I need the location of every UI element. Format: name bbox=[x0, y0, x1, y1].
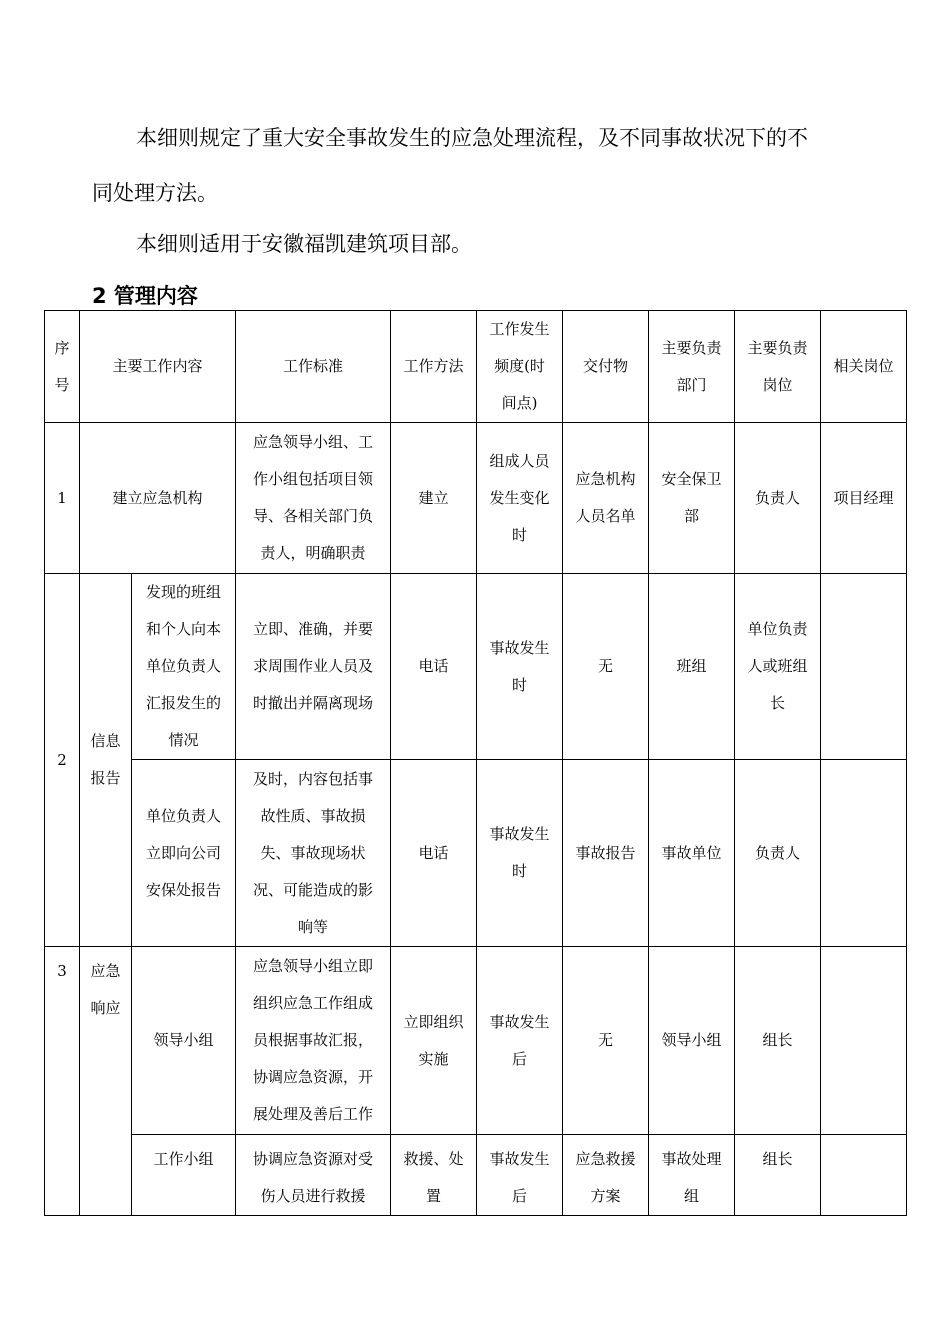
table-row bbox=[45, 574, 907, 760]
intro-paragraph-line-2: 同处理方法。 bbox=[92, 181, 218, 205]
row1-deliverable: 应急机构 人员名单 bbox=[563, 423, 649, 574]
row2a-frequency: 事故发生 时 bbox=[477, 574, 563, 760]
row2b-deliverable: 事故报告 bbox=[563, 760, 649, 947]
header-content: 主要工作内容 bbox=[80, 311, 236, 423]
row2-no: 2 bbox=[45, 574, 80, 947]
row3-group: 应急 响应 bbox=[80, 947, 132, 1216]
row3b-deliverable: 应急救援 方案 bbox=[563, 1135, 649, 1216]
section-heading: 2 管理内容 bbox=[92, 284, 198, 308]
row2a-method: 电话 bbox=[391, 574, 477, 760]
table-row bbox=[45, 760, 907, 947]
row3a-method: 立即组织 实施 bbox=[391, 947, 477, 1135]
row3b-frequency: 事故发生 后 bbox=[477, 1135, 563, 1216]
row1-related: 项目经理 bbox=[821, 423, 907, 574]
header-no: 序 号 bbox=[45, 311, 80, 423]
row3a-post: 组长 bbox=[735, 947, 821, 1135]
row3b-dept: 事故处理 组 bbox=[649, 1135, 735, 1216]
row2a-deliverable: 无 bbox=[563, 574, 649, 760]
table-header-row bbox=[45, 311, 907, 423]
row3a-related bbox=[821, 947, 907, 1135]
row2b-frequency: 事故发生 时 bbox=[477, 760, 563, 947]
header-standard: 工作标准 bbox=[236, 311, 391, 423]
row2b-standard: 及时，内容包括事 故性质、事故损 失、事故现场状 况、可能造成的影 响等 bbox=[236, 760, 391, 947]
row2a-standard: 立即、准确，并要 求周围作业人员及 时撤出并隔离现场 bbox=[236, 574, 391, 760]
table-row bbox=[45, 947, 907, 1135]
row2b-method: 电话 bbox=[391, 760, 477, 947]
header-dept: 主要负责 部门 bbox=[649, 311, 735, 423]
header-related: 相关岗位 bbox=[821, 311, 907, 423]
row2a-content: 发现的班组 和个人向本 单位负责人 汇报发生的 情况 bbox=[132, 574, 236, 760]
row3a-frequency: 事故发生 后 bbox=[477, 947, 563, 1135]
row1-content: 建立应急机构 bbox=[80, 423, 236, 574]
header-post: 主要负责 岗位 bbox=[735, 311, 821, 423]
intro-paragraph-line-1: 本细则规定了重大安全事故发生的应急处理流程，及不同事故状况下的不 bbox=[136, 126, 808, 150]
row2b-post: 负责人 bbox=[735, 760, 821, 947]
row1-dept: 安全保卫 部 bbox=[649, 423, 735, 574]
row3a-standard: 应急领导小组立即 组织应急工作组成 员根据事故汇报， 协调应急资源，开 展处理及善后工作 bbox=[236, 947, 391, 1135]
row1-method: 建立 bbox=[391, 423, 477, 574]
row2b-content: 单位负责人 立即向公司 安保处报告 bbox=[132, 760, 236, 947]
row2a-dept: 班组 bbox=[649, 574, 735, 760]
row3a-dept: 领导小组 bbox=[649, 947, 735, 1135]
row3a-deliverable: 无 bbox=[563, 947, 649, 1135]
header-method: 工作方法 bbox=[391, 311, 477, 423]
row2b-related bbox=[821, 760, 907, 947]
row2-group: 信息 报告 bbox=[80, 574, 132, 947]
row1-standard: 应急领导小组、工 作小组包括项目领 导、各相关部门负 责人，明确职责 bbox=[236, 423, 391, 574]
row1-frequency: 组成人员 发生变化 时 bbox=[477, 423, 563, 574]
row3b-method: 救援、处 置 bbox=[391, 1135, 477, 1216]
management-content-table bbox=[44, 310, 907, 1216]
scope-paragraph: 本细则适用于安徽福凯建筑项目部。 bbox=[136, 232, 472, 256]
header-frequency: 工作发生 频度(时 间点) bbox=[477, 311, 563, 423]
row3a-content: 领导小组 bbox=[132, 947, 236, 1135]
row3b-content: 工作小组 bbox=[132, 1135, 236, 1216]
table-row bbox=[45, 423, 907, 574]
header-deliverable: 交付物 bbox=[563, 311, 649, 423]
row2b-dept: 事故单位 bbox=[649, 760, 735, 947]
row1-post: 负责人 bbox=[735, 423, 821, 574]
row3b-related bbox=[821, 1135, 907, 1216]
table-row bbox=[45, 1135, 907, 1216]
row3b-post: 组长 bbox=[735, 1135, 821, 1216]
row3-no: 3 bbox=[45, 947, 80, 1216]
row3b-standard: 协调应急资源对受 伤人员进行救援 bbox=[236, 1135, 391, 1216]
row1-no: 1 bbox=[45, 423, 80, 574]
row2a-related bbox=[821, 574, 907, 760]
row2a-post: 单位负责 人或班组 长 bbox=[735, 574, 821, 760]
